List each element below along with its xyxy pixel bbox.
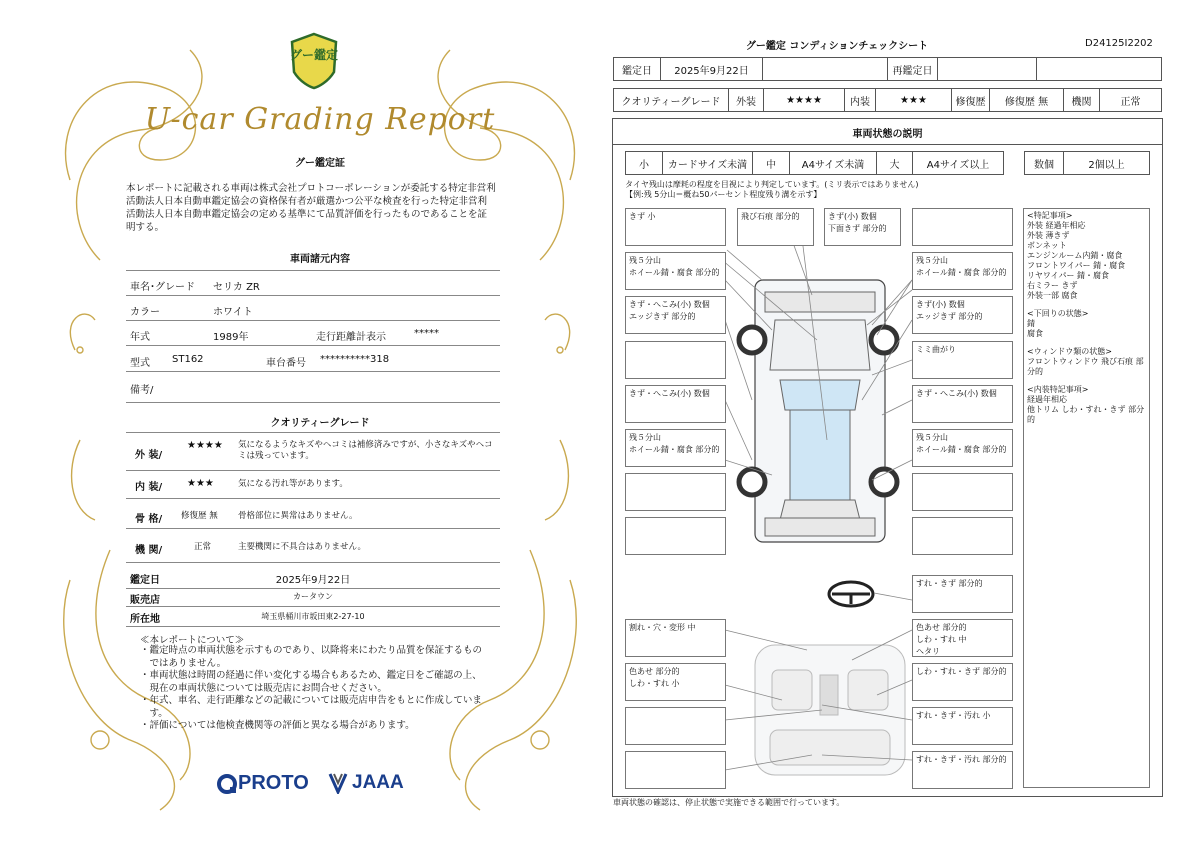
notice-item: ・ 車両状態は時間の経過に伴い変化する場合もあるため、鑑定日をご確認の上、現在の車両状態については販売店にお問合せください。 — [140, 670, 482, 694]
model-value: ST162 — [172, 354, 204, 365]
color-label: カラー — [130, 307, 160, 318]
damage-box: きず(小) 数個 エッジきず 部分的 — [912, 296, 1013, 334]
name-label: 車名･グレード — [130, 282, 195, 293]
special-notes: <特記事項> 外装 経過年相応 外装 薄きず ボンネット エンジンルーム内錆・腐食 フロントワイパー 錆・腐食 リヤワイパー 錆・腐食 右ミラー きず 外装一部 腐食 <下回りの状態> 錆 腐食 <ウィンドウ類の状態> フロントウィンドウ 飛び石痕 部分的 <内装特記事項> 経過年相応 他トリム しわ・すれ・きず 部分的 — [1023, 208, 1150, 788]
damage-box — [625, 341, 726, 379]
count-label: 数個 — [1024, 151, 1064, 175]
quality-label: 骨 格/ — [135, 514, 163, 525]
redate-blank — [1036, 57, 1162, 81]
redate-label: 再鑑定日 — [887, 57, 938, 81]
subtitle: グー鑑定証 — [295, 158, 345, 169]
qg-label: クオリティーグレード — [613, 88, 729, 112]
redate-value — [937, 57, 1037, 81]
sheet-id: D24125I2202 — [1085, 38, 1153, 49]
damage-box: 色あせ 部分的 しわ・すれ 小 — [625, 663, 726, 701]
damage-box — [625, 473, 726, 511]
damage-box: すれ・きず 部分的 — [912, 575, 1013, 613]
legend-medium: 中 — [752, 151, 790, 175]
notes-label: 備考/ — [130, 385, 154, 396]
notice-item: ・ 評価については他検査機関等の評価と異なる場合があります。 — [140, 720, 415, 731]
damage-box — [625, 517, 726, 555]
damage-box: 飛び石痕 部分的 — [737, 208, 814, 246]
damage-box: きず・へこみ(小) 数個 — [625, 385, 726, 423]
quality-comment: 気になる汚れ等があります。 — [238, 479, 348, 489]
int-label: 内装 — [844, 88, 876, 112]
damage-box: すれ・きず・汚れ 部分的 — [912, 751, 1013, 789]
proto-mark-icon — [216, 773, 238, 795]
color-value: ホワイト — [213, 307, 253, 318]
damage-box: きず(小) 数個 下面きず 部分的 — [824, 208, 901, 246]
address-value: 埼玉県桶川市坂田東2-27-10 — [261, 612, 365, 621]
mileage-label: 走行距離計表示 — [316, 332, 386, 343]
ext-value: ★★★★ — [763, 88, 845, 112]
damage-box: 残５分山 ホイール錆・腐食 部分的 — [912, 429, 1013, 467]
date-value: 2025年9月22日 — [275, 575, 351, 586]
quality-grade: ★★★ — [187, 478, 214, 489]
tire-note-1: タイヤ残山は摩耗の程度を目視により判定しています。(ミリ表示ではありません) — [625, 180, 919, 189]
damage-box: きず 小 — [625, 208, 726, 246]
legend-large-desc: A4サイズ以上 — [912, 151, 1004, 175]
quality-grade: 修復歴 無 — [181, 511, 218, 521]
jaaa-logo: JAAA — [328, 772, 404, 794]
notice-list — [140, 645, 490, 733]
address-label: 所在地 — [130, 614, 160, 625]
quality-grade: 正常 — [194, 542, 212, 552]
proto-logo: PROTO — [216, 772, 309, 795]
damage-box — [625, 751, 726, 789]
engine-label: 機関 — [1063, 88, 1100, 112]
report-title: U-car Grading Report — [144, 102, 496, 137]
quality-comment: 気になるようなキズやヘコミは補修済みですが、小さなキズやヘコミは残っています。 — [238, 440, 493, 461]
date-value: 2025年9月22日 — [660, 57, 763, 81]
notice-title: ≪本レポートについて≫ — [140, 635, 245, 646]
name-value: セリカ ZR — [213, 282, 260, 293]
legend-small: 小 — [625, 151, 663, 175]
legend-small-desc: カードサイズ未満 — [662, 151, 753, 175]
quality-label: 機 関/ — [135, 545, 163, 556]
repair-label: 修復歴 — [951, 88, 990, 112]
shop-label: 販売店 — [130, 595, 160, 606]
damage-box: 残５分山 ホイール錆・腐食 部分的 — [912, 252, 1013, 290]
damage-box: 割れ・穴・変形 中 — [625, 619, 726, 657]
year-label: 年式 — [130, 332, 150, 343]
mileage-value: ***** — [414, 328, 439, 339]
quality-label: 内 装/ — [135, 482, 163, 493]
damage-box — [625, 707, 726, 745]
quality-grade: ★★★★ — [187, 440, 223, 451]
intro-text: 本レポートに記載される車両は株式会社プロトコーポレーションが委託する特定非営利活動法人日本自動車鑑定協会の資格保有者が厳選かつ公平な検査を行った特定非営利活動法人日本自動車鑑定協会の定める基準にて品質評価を行ったものであることを証明する。 — [126, 183, 496, 233]
engine-value: 正常 — [1099, 88, 1162, 112]
damage-box: 色あせ 部分的 しわ・すれ 中 ヘタリ — [912, 619, 1013, 657]
damage-box: しわ・すれ・きず 部分的 — [912, 663, 1013, 701]
legend-large: 大 — [876, 151, 913, 175]
count-value: 2個以上 — [1063, 151, 1150, 175]
damage-box: 残５分山 ホイール錆・腐食 部分的 — [625, 429, 726, 467]
damage-box: すれ・きず・汚れ 小 — [912, 707, 1013, 745]
notice-item: ・ 鑑定時点の車両状態を示すものであり、以降将来にわたり品質を保証するものではありません。 — [140, 645, 483, 669]
damage-box: きず・へこみ(小) 数個 — [912, 385, 1013, 423]
int-value: ★★★ — [875, 88, 952, 112]
quality-heading: クオリティーグレード — [270, 418, 370, 429]
damage-box — [912, 517, 1013, 555]
quality-label: 外 装/ — [135, 450, 163, 461]
specs-heading: 車両諸元内容 — [290, 254, 350, 265]
damage-box: きず・へこみ(小) 数個 エッジきず 部分的 — [625, 296, 726, 334]
jaaa-mark-icon — [328, 772, 348, 794]
state-heading: 車両状態の説明 — [852, 129, 923, 140]
damage-box: ミミ曲がり — [912, 341, 1013, 379]
shop-value: カータウン — [293, 592, 333, 601]
model-label: 型式 — [130, 358, 150, 369]
quality-comment: 主要機関に不具合はありません。 — [238, 542, 367, 552]
date-blank — [762, 57, 888, 81]
badge-text: グー鑑定 — [289, 48, 338, 62]
sheet-title: グー鑑定 コンディションチェックシート — [745, 41, 929, 52]
tire-note-2: 【例:残 5分山＝概ね50パーセント程度残り溝を示す】 — [625, 190, 822, 199]
quality-comment: 骨格部位に異常はありません。 — [238, 511, 358, 521]
date-label: 鑑定日 — [613, 57, 661, 81]
goo-kantei-badge — [288, 32, 340, 90]
sheet-footer: 車両状態の確認は、停止状態で実施できる範囲で行っています。 — [613, 798, 845, 807]
year-value: 1989年 — [213, 332, 249, 343]
certificate-panel — [40, 20, 600, 830]
date-label: 鑑定日 — [130, 575, 160, 586]
damage-box: 残５分山 ホイール錆・腐食 部分的 — [625, 252, 726, 290]
ext-label: 外装 — [728, 88, 764, 112]
chassis-value: **********318 — [320, 354, 390, 365]
notice-item: ・ 年式、車名、走行距離などの記載については販売店申告をもとに作成しています。 — [140, 695, 482, 719]
damage-box — [912, 473, 1013, 511]
legend-medium-desc: A4サイズ未満 — [789, 151, 877, 175]
chassis-label: 車台番号 — [266, 358, 306, 369]
repair-value: 修復歴 無 — [989, 88, 1064, 112]
damage-box — [912, 208, 1013, 246]
